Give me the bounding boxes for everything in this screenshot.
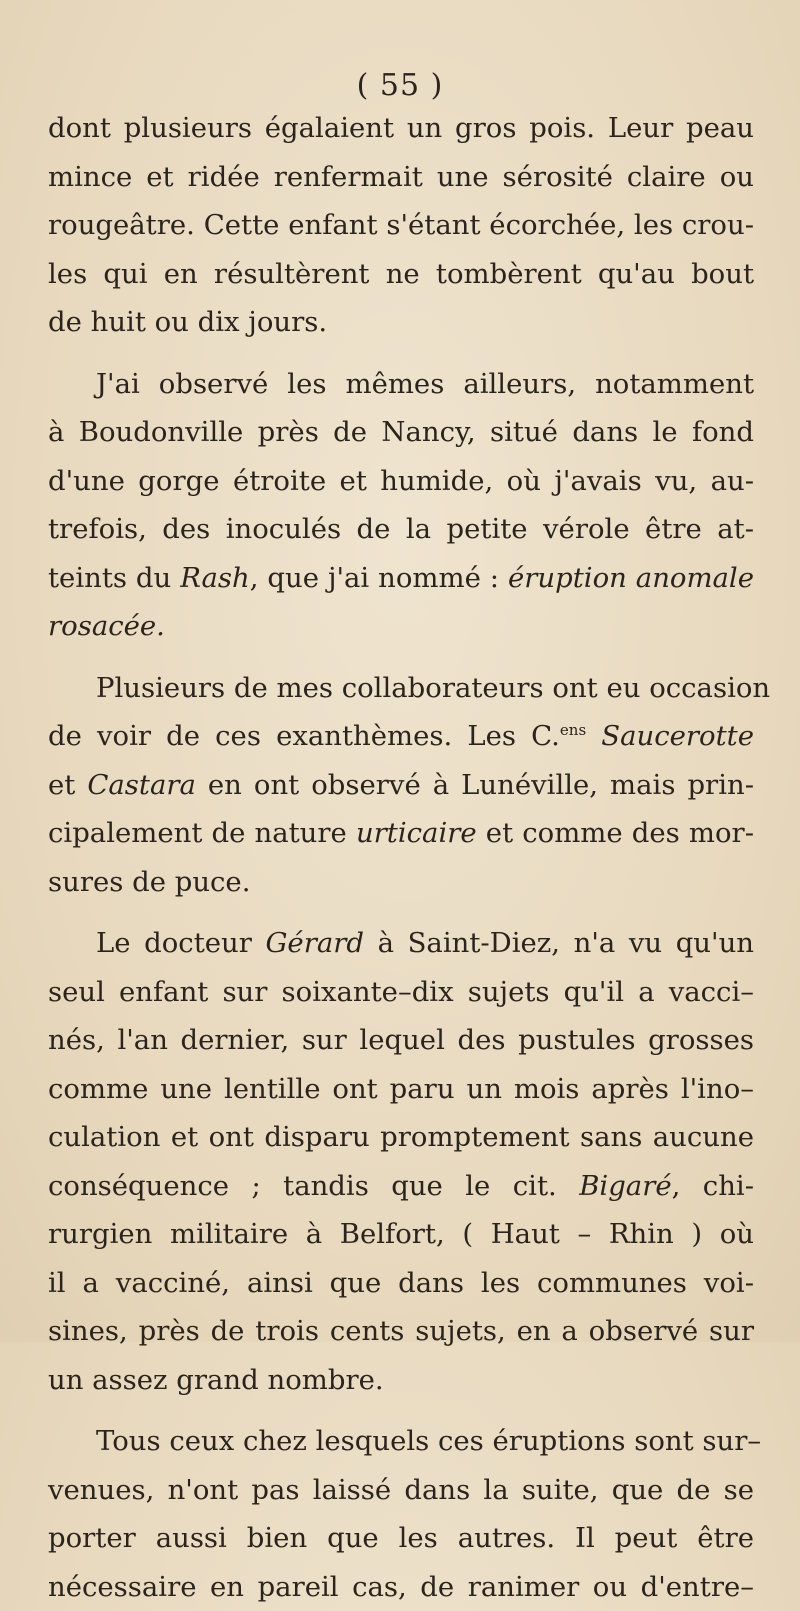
text-line: un assez grand nombre. [48,1356,754,1405]
text-run: à Saint-Diez, n'a vu qu'un [364,927,754,959]
text-line [48,809,754,858]
italic-name-gerard: Gérard [265,927,364,959]
paragraph-4 [48,919,754,1404]
superscript: ens [560,721,586,739]
text-line: nécessaire en pareil cas, de ranimer ou d'entre– [48,1563,754,1611]
text-line: rougeâtre. Cette enfant s'étant écorchée, les crou- [48,201,754,250]
text-run: , chi- [672,1170,754,1202]
italic-name-saucerotte: Saucerotte [601,720,754,752]
text-line: rurgien militaire à Belfort, ( Haut – Rhin ) où [48,1210,754,1259]
text-line: sures de puce. [48,858,754,907]
italic-term-urticaire: urticaire [356,817,477,849]
text-line [48,761,754,810]
paragraph-3 [48,664,754,907]
text-line: d'une gorge étroite et humide, où j'avais vu, au- [48,457,754,506]
text-line: culation et ont disparu promptement sans aucune [48,1113,754,1162]
text-line: venues, n'ont pas laissé dans la suite, que de se [48,1466,754,1515]
text-line: il a vacciné, ainsi que dans les communes voi- [48,1259,754,1308]
text-run: et comme des mor- [477,817,754,849]
text-line [48,1162,754,1211]
text-line: à Boudonville près de Nancy, situé dans le fond [48,408,754,457]
text-line: seul enfant sur soixante–dix sujets qu'il a vacci– [48,968,754,1017]
text-run: de voir de ces exanthèmes. Les C. [48,720,560,752]
text-line: trefois, des inoculés de la petite vérole être at- [48,505,754,554]
italic-name-bigare: Bigaré [579,1170,671,1202]
italic-term-eruption: éruption anomale [508,562,754,594]
italic-term-rash: Rash [180,562,250,594]
text-run: en ont observé à Lunéville, mais prin- [196,769,754,801]
text-run [586,720,601,752]
italic-name-castara: Castara [87,769,196,801]
text-line: porter aussi bien que les autres. Il peut être [48,1514,754,1563]
text-run: et [48,769,87,801]
text-run: , que j'ai nommé : [250,562,508,594]
text-line: Tous ceux chez lesquels ces éruptions sont sur– [48,1417,754,1466]
paragraph-1 [48,104,754,347]
text-run: Le docteur [96,927,265,959]
text-line: les qui en résultèrent ne tombèrent qu'au bout [48,250,754,299]
text-line: nés, l'an dernier, sur lequel des pustules grosses [48,1016,754,1065]
text-line: J'ai observé les mêmes ailleurs, notamment [48,360,754,409]
text-line: dont plusieurs égalaient un gros pois. Leur peau [48,104,754,153]
text-line: comme une lentille ont paru un mois après l'ino– [48,1065,754,1114]
text-line: mince et ridée renfermait une sérosité claire ou [48,153,754,202]
text-line: de huit ou dix jours. [48,298,754,347]
paragraph-2 [48,360,754,651]
text-line [48,919,754,968]
text-line: sines, près de trois cents sujets, en a observé sur [48,1307,754,1356]
text-run: conséquence ; tandis que le cit. [48,1170,579,1202]
text-run: cipalement de nature [48,817,356,849]
text-line [48,554,754,603]
paragraph-5 [48,1417,754,1611]
body-text [48,104,754,1611]
text-run: teints du [48,562,180,594]
page-number: ( 55 ) [0,68,800,103]
text-line [48,712,754,761]
text-line: Plusieurs de mes collaborateurs ont eu occasion [48,664,754,713]
text-line: rosacée. [48,602,754,651]
